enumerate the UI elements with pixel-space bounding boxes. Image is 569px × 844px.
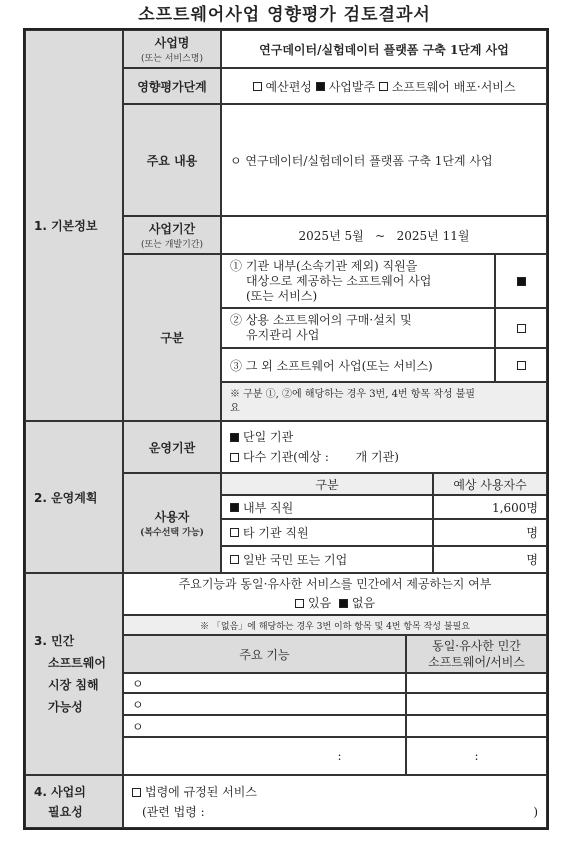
label-text: 주요 내용 <box>146 153 198 168</box>
label-subtext: (또는 서비스명) <box>140 54 204 64</box>
section-label-text: 1. 기본정보 <box>34 219 98 233</box>
option-text: 소프트웨어 배포·서비스 <box>391 79 516 94</box>
row-text: 일반 국민 또는 기업 <box>243 553 348 567</box>
main-content-value <box>221 104 547 216</box>
project-name-value <box>221 30 547 68</box>
checkbox-single-org[interactable] <box>230 433 239 442</box>
section-label-text: 4. 사업의 <box>34 784 86 799</box>
users-row-internal <box>221 495 433 519</box>
section-label-text: 시장 침해 <box>48 678 99 692</box>
class-item-1 <box>221 254 495 308</box>
label-text: 사업명 <box>154 36 190 50</box>
users-label <box>123 473 221 573</box>
section-label-text: 2. 운영계획 <box>34 490 98 505</box>
section-label-text: 가능성 <box>48 700 83 714</box>
users-row-other-org <box>221 519 433 546</box>
section-label-text: 필요성 <box>48 804 83 819</box>
value-text: ㅇ 연구데이터/실험데이터 플랫폼 구축 1단계 사업 <box>230 153 493 168</box>
item-text: ③ 그 외 소프트웨어 사업(또는 서비스) <box>230 358 433 373</box>
users-row-public <box>221 546 433 573</box>
question-text: 주요기능과 동일·유사한 서비스를 민간에서 제공하는지 여부 <box>178 577 492 591</box>
operating-org-label <box>123 421 221 473</box>
label-text: 구분 <box>160 331 184 345</box>
count-text: 명 <box>526 526 538 540</box>
private-service-question <box>123 573 547 615</box>
function-row-2 <box>123 693 406 715</box>
bullet: ㅇ <box>132 719 144 734</box>
item-text: ① 기관 내부(소속기관 제외) 직원을 <box>230 258 418 273</box>
checkbox-class-2[interactable] <box>517 324 526 333</box>
note-text: ※ 「없음」에 해당하는 경우 3번 이하 항목 및 4번 항목 작성 불필요 <box>200 621 470 632</box>
note-text: ※ 구분 ①, ②에 해당하는 경우 3번, 4번 항목 작성 불필 <box>230 388 476 400</box>
checkbox-not-exists[interactable] <box>339 599 348 608</box>
main-function-col-header <box>123 635 406 673</box>
label-subtext: (또는 개발기간) <box>140 240 204 250</box>
class-item-2-check <box>495 308 547 348</box>
class-item-3-check <box>495 348 547 382</box>
label-text: 사용자 <box>154 510 190 524</box>
row-text: 타 기관 직원 <box>243 526 309 540</box>
section-basic-info-label <box>25 30 123 421</box>
label-text: 사업기간 <box>148 222 196 236</box>
checkbox-exists[interactable] <box>295 599 304 608</box>
function-row-more <box>123 737 406 775</box>
necessity-content <box>123 775 547 828</box>
header-text: 동일·유사한 민간 <box>432 639 521 653</box>
project-name-label <box>123 30 221 68</box>
class-item-2 <box>221 308 495 348</box>
ellipsis: : <box>474 749 479 763</box>
count-text: 1,600명 <box>492 500 538 515</box>
class-item-1-check <box>495 254 547 308</box>
checkbox-class-3[interactable] <box>517 361 526 370</box>
label-subtext: (복수선택 가능) <box>140 528 204 538</box>
similar-row-2 <box>406 693 547 715</box>
similar-row-more <box>406 737 547 775</box>
function-row-1 <box>123 673 406 693</box>
users-col-header-count <box>433 473 547 495</box>
section-label-text: 소프트웨어 <box>48 656 106 670</box>
market-impact-note <box>123 615 547 635</box>
checkbox-multi-org[interactable] <box>230 453 239 462</box>
checkbox-other-org-staff[interactable] <box>230 528 239 537</box>
users-count-other-org <box>433 519 547 546</box>
checkbox-internal-staff[interactable] <box>230 503 239 512</box>
header-text: 소프트웨어/서비스 <box>428 655 525 669</box>
value-text: 연구데이터/실험데이터 플랫폼 구축 1단계 사업 <box>259 42 509 57</box>
main-content-label <box>123 104 221 216</box>
count-text: 명 <box>526 553 538 567</box>
period-label <box>123 216 221 254</box>
law-text: (관련 법령 : <box>142 804 205 819</box>
users-count-internal <box>433 495 547 519</box>
checkbox-budget[interactable] <box>253 82 262 91</box>
function-row-3 <box>123 715 406 737</box>
value-text: 2025년 5월 ~ 2025년 11월 <box>298 228 470 243</box>
option-text: 없음 <box>351 596 375 610</box>
classification-label <box>123 254 221 421</box>
checkbox-deploy[interactable] <box>379 82 388 91</box>
option-text: 법령에 규정된 서비스 <box>145 784 257 799</box>
ellipsis: : <box>337 749 342 763</box>
similar-row-1 <box>406 673 547 693</box>
header-text: 예상 사용자수 <box>453 477 527 492</box>
item-text: (또는 서비스) <box>246 288 318 303</box>
label-text: 영향평가단계 <box>137 79 207 94</box>
option-text: 다수 기관(예상 : 개 기관) <box>243 450 399 464</box>
operating-org-options <box>221 421 547 473</box>
stage-label <box>123 68 221 104</box>
class-item-3 <box>221 348 495 382</box>
header-text: 구분 <box>315 477 339 492</box>
option-text: 단일 기관 <box>243 430 294 444</box>
item-text: ② 상용 소프트웨어의 구매·설치 및 <box>230 313 412 327</box>
option-text: 있음 <box>307 596 332 610</box>
checkbox-class-1[interactable] <box>517 277 526 286</box>
users-col-header-type <box>221 473 433 495</box>
period-value <box>221 216 547 254</box>
item-text: 유지관리 사업 <box>246 328 320 342</box>
document-title: 소프트웨어사업 영향평가 검토결과서 <box>138 5 431 25</box>
header-text: 주요 기능 <box>239 647 290 662</box>
checkbox-public[interactable] <box>230 555 239 564</box>
similar-service-col-header <box>406 635 547 673</box>
option-text: 사업발주 <box>328 79 376 94</box>
label-text: 운영기관 <box>148 440 196 455</box>
bullet: ㅇ <box>132 697 144 712</box>
note-text: 요 <box>230 402 240 414</box>
bullet: ㅇ <box>132 676 144 691</box>
section-label-text: 3. 민간 <box>34 634 75 648</box>
item-text: 대상으로 제공하는 소프트웨어 사업 <box>246 273 432 288</box>
users-count-public <box>433 546 547 573</box>
section-necessity-label <box>25 775 123 828</box>
row-text: 내부 직원 <box>243 500 294 515</box>
section-operation-plan-label <box>25 421 123 573</box>
option-text: 예산편성 <box>265 79 312 94</box>
classification-note <box>221 382 547 421</box>
checkbox-order[interactable] <box>316 82 325 91</box>
similar-row-3 <box>406 715 547 737</box>
section-market-impact-label <box>25 573 123 775</box>
law-close: ) <box>533 804 538 819</box>
checkbox-legal-service[interactable] <box>132 788 141 797</box>
stage-options <box>221 68 547 104</box>
